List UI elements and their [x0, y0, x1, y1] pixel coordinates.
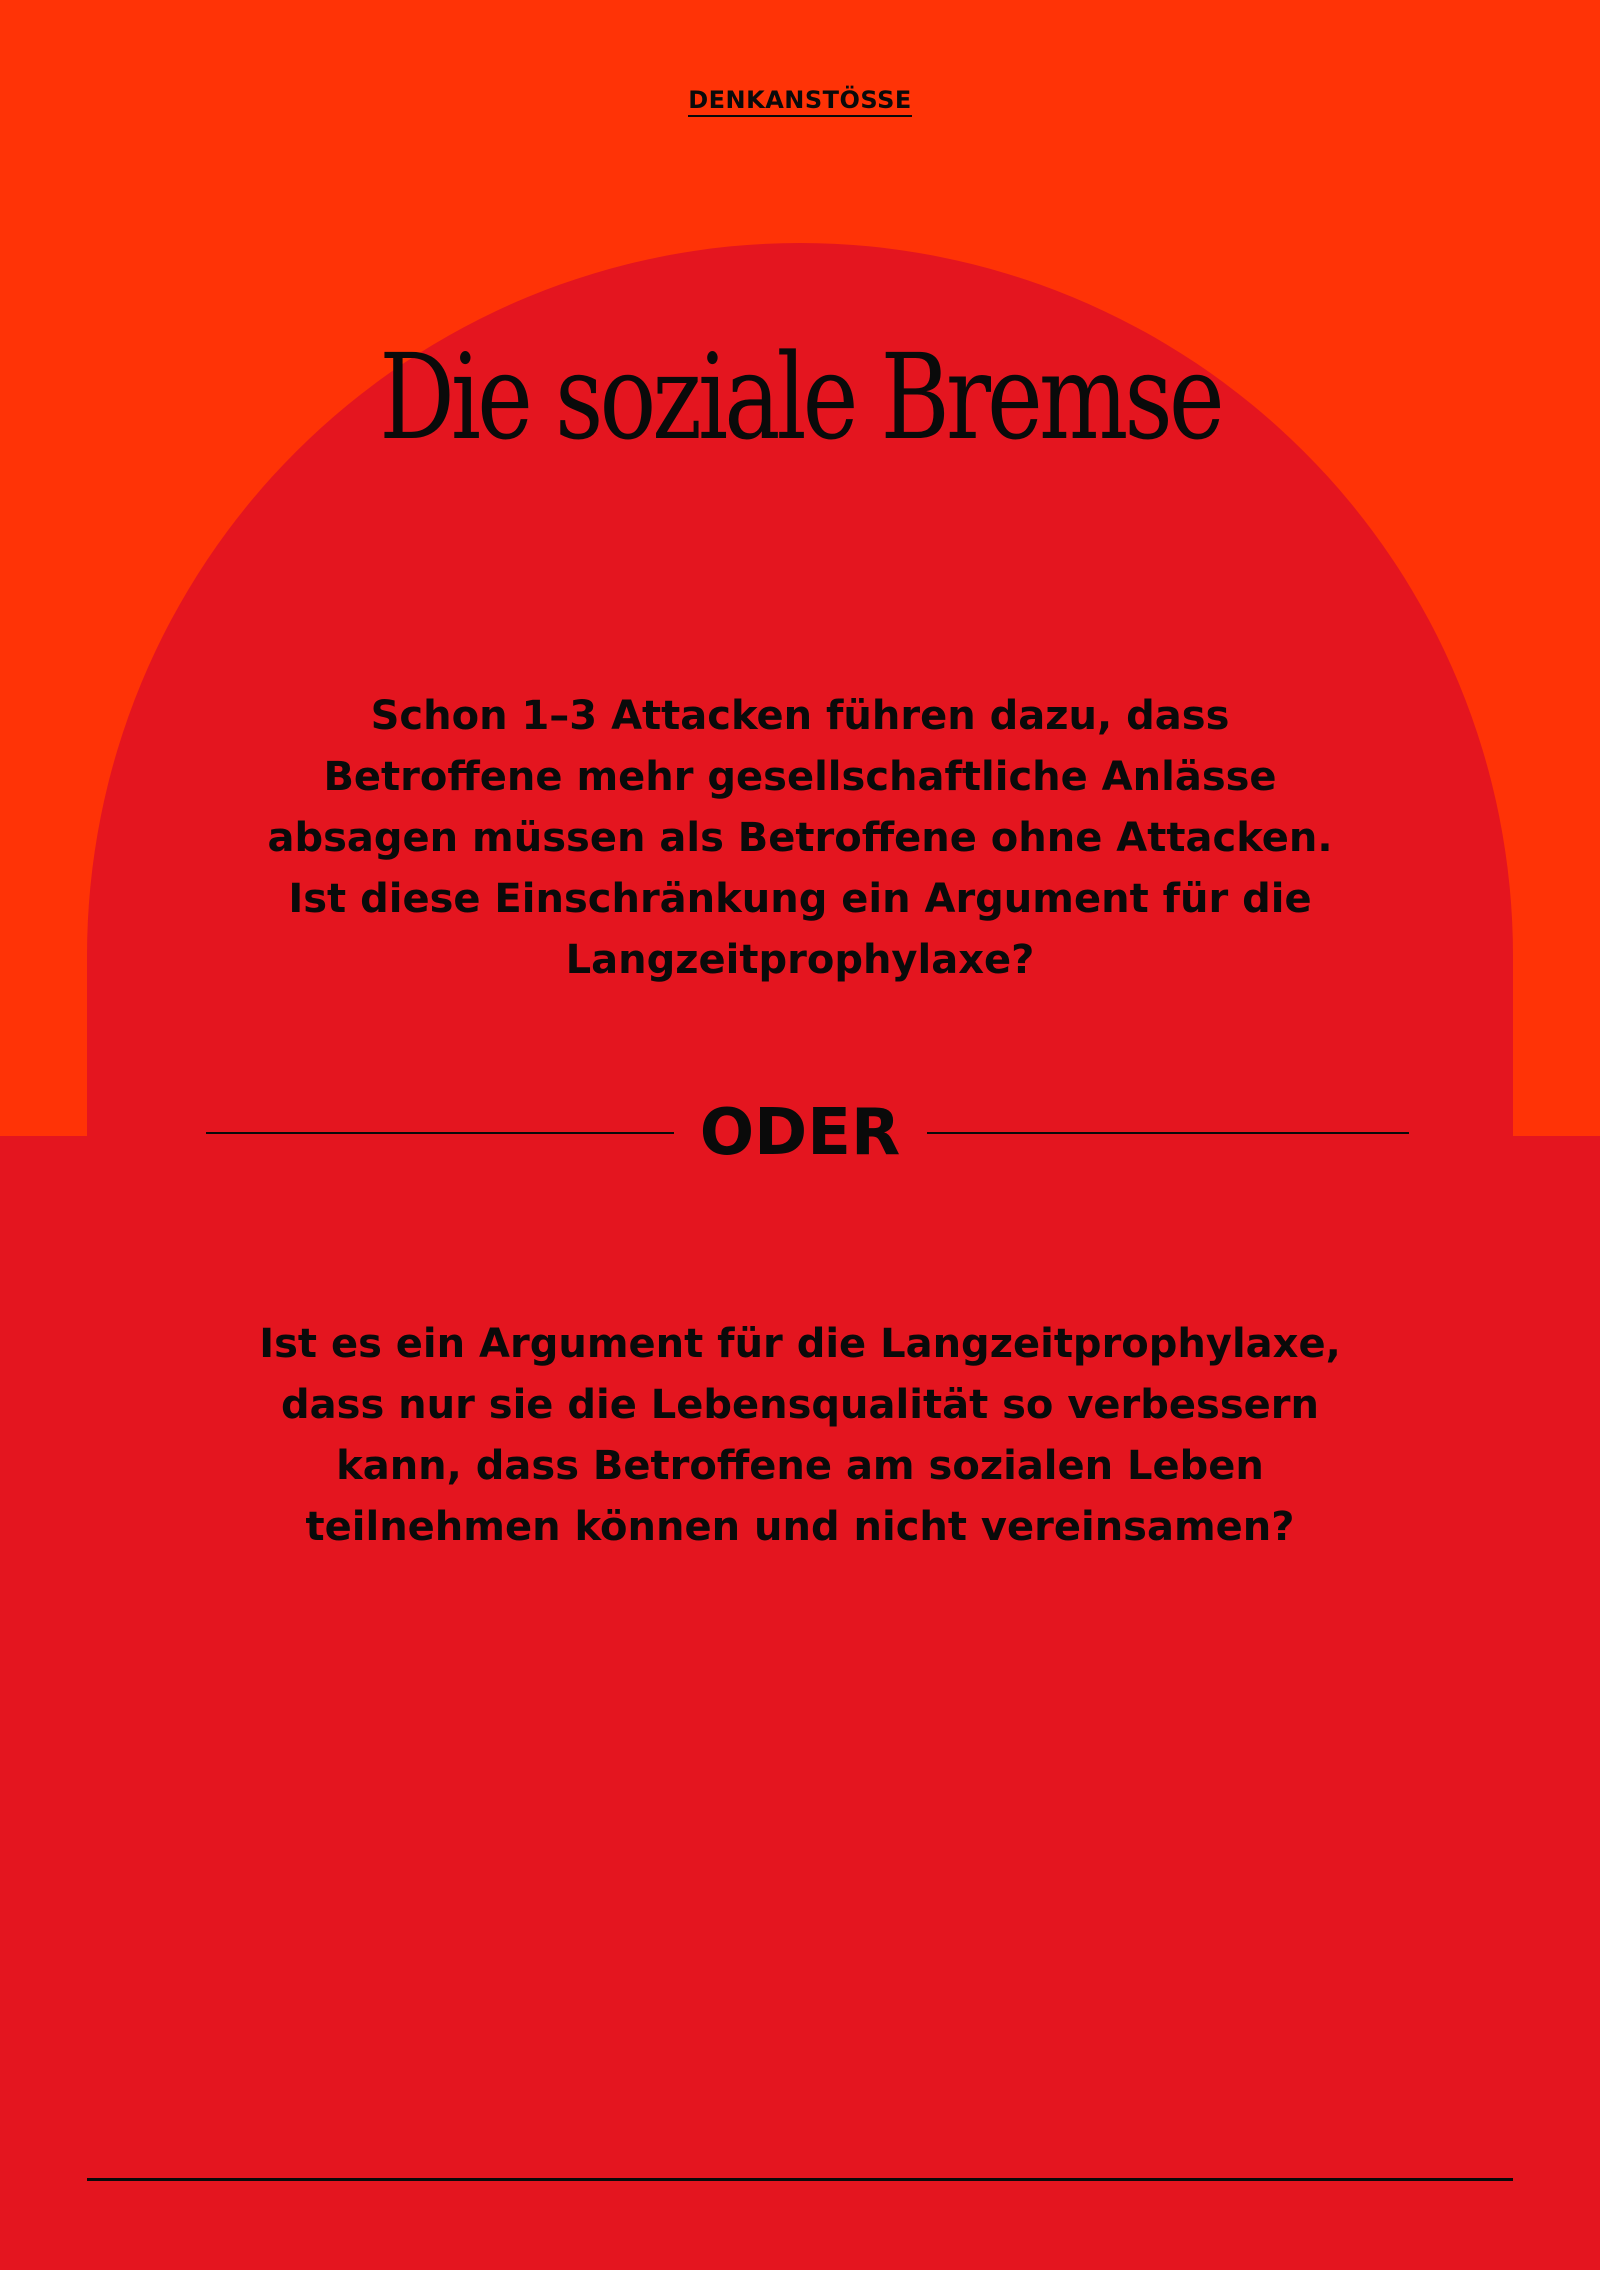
divider-line-right [927, 1132, 1409, 1134]
question-one: Schon 1–3 Attacken führen dazu, dass Betroffene mehr gesellschaftliche Anlässe absagen müssen als Betroffene ohne Attacken. Ist diese Einschränkung ein Argument für die Langzeitprophylaxe? [267, 693, 1333, 983]
page-title: Die soziale Bremse [379, 328, 1221, 466]
bottom-rule [87, 2178, 1513, 2181]
kicker-text: DENKANSTÖSSE [688, 86, 912, 117]
arch-shape [87, 243, 1513, 2143]
section-kicker [0, 86, 1600, 114]
or-separator: ODER [699, 1096, 901, 1170]
question-two: Ist es ein Argument für die Langzeitprophylaxe, dass nur sie die Lebensqualität so verbessern kann, dass Betroffene am sozialen Leben teilnehmen können und nicht vereinsamen? [259, 1321, 1341, 1550]
